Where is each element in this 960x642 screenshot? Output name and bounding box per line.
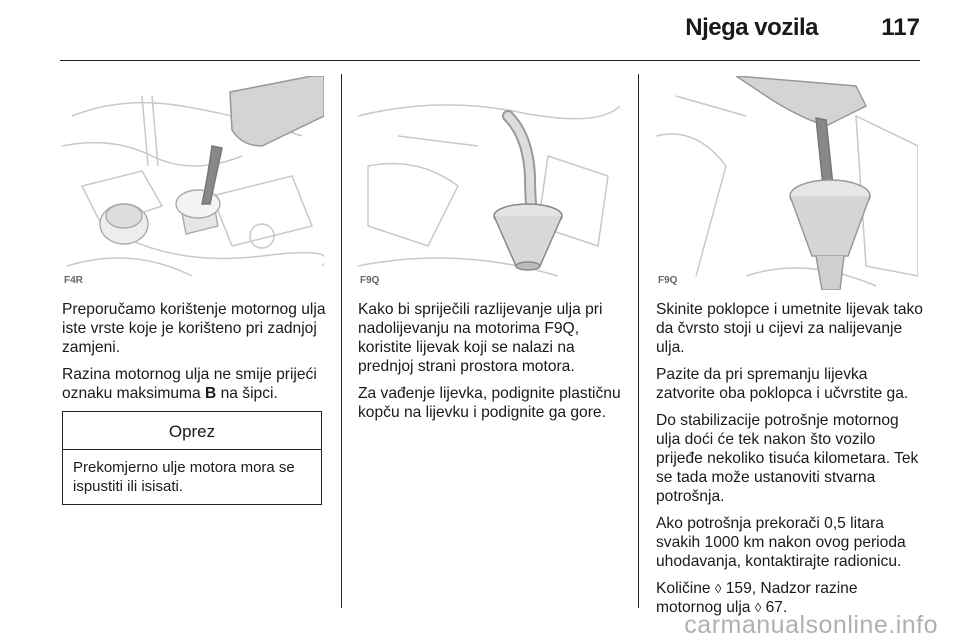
paragraph-insert-funnel: Skinite poklopce i umetnite lijevak tako da čvrsto stoji u cijevi za nalijevanje ulja.: [656, 301, 923, 356]
figure-label: F9Q: [658, 275, 678, 286]
column-1: [62, 300, 330, 505]
page-reference-link[interactable]: 67: [765, 599, 783, 616]
engine-oil-illustration: [62, 76, 324, 290]
paragraph-consumption-stabilize: Do stabilizacije potrošnje motornog ulja doći će tek nakon što vozilo prijeđe nekoliko tisuća kilometara. Tek se tada može ustanoviti stvarna potrošnja.: [656, 412, 919, 505]
page-reference-arrow-icon: ◊: [754, 600, 762, 615]
text-run: .: [782, 599, 788, 616]
column-2: [358, 300, 626, 430]
caution-box: [62, 411, 322, 505]
text-run: Razina motornog ulja ne smije prijeći oznaku maksimuma: [62, 366, 317, 402]
page-header-title: Njega vozila: [685, 14, 818, 41]
page-reference-link[interactable]: 159: [725, 580, 752, 597]
header-rule: [60, 60, 920, 61]
paragraph-funnel-use: Kako bi spriječili razlijevanje ulja pri nadolijevanju na motorima F9Q, koristite lijevak koji se nalazi na prednjoj strani prostora motora.: [358, 301, 603, 375]
caution-title: Oprez: [63, 412, 321, 450]
funnel-illustration: [358, 76, 620, 290]
watermark: carmanualsonline.info: [684, 611, 938, 639]
text-run: Količine: [656, 580, 715, 597]
paragraph-oil-type: Preporučamo korištenje motornog ulja iste vrste koje je korišteno pri zadnjoj zamjeni.: [62, 301, 326, 356]
figure-funnel-location: [358, 76, 620, 290]
figure-label: F9Q: [360, 275, 380, 286]
column-3: [656, 300, 924, 625]
figure-oil-filling: [62, 76, 324, 290]
figure-label: F4R: [64, 275, 83, 286]
funnel-pouring-illustration: [656, 76, 918, 290]
text-bold: B: [205, 385, 217, 402]
figure-funnel-pouring: [656, 76, 918, 290]
paragraph-oil-level: [62, 365, 330, 403]
paragraph-consumption-limit: Ako potrošnja prekorači 0,5 litara svakih 1000 km nakon ovog perioda uhodavanja, kontaktirajte radionicu.: [656, 515, 906, 570]
text-run: na šipci.: [216, 385, 278, 402]
paragraph-store-funnel: Pazite da pri spremanju lijevka zatvorite oba poklopca i učvrstite ga.: [656, 366, 909, 402]
column-divider-2: [638, 74, 639, 608]
text-run: , Nadzor razine motornog ulja: [656, 580, 858, 616]
caution-text: Prekomjerno ulje motora mora se ispustiti ili isisati.: [73, 459, 295, 495]
column-divider-1: [341, 74, 342, 608]
paragraph-funnel-removal: Za vađenje lijevka, podignite plastičnu kopču na lijevku i podignite ga gore.: [358, 385, 621, 421]
page-reference-arrow-icon: ◊: [714, 581, 722, 596]
page-number: 117: [881, 14, 920, 41]
